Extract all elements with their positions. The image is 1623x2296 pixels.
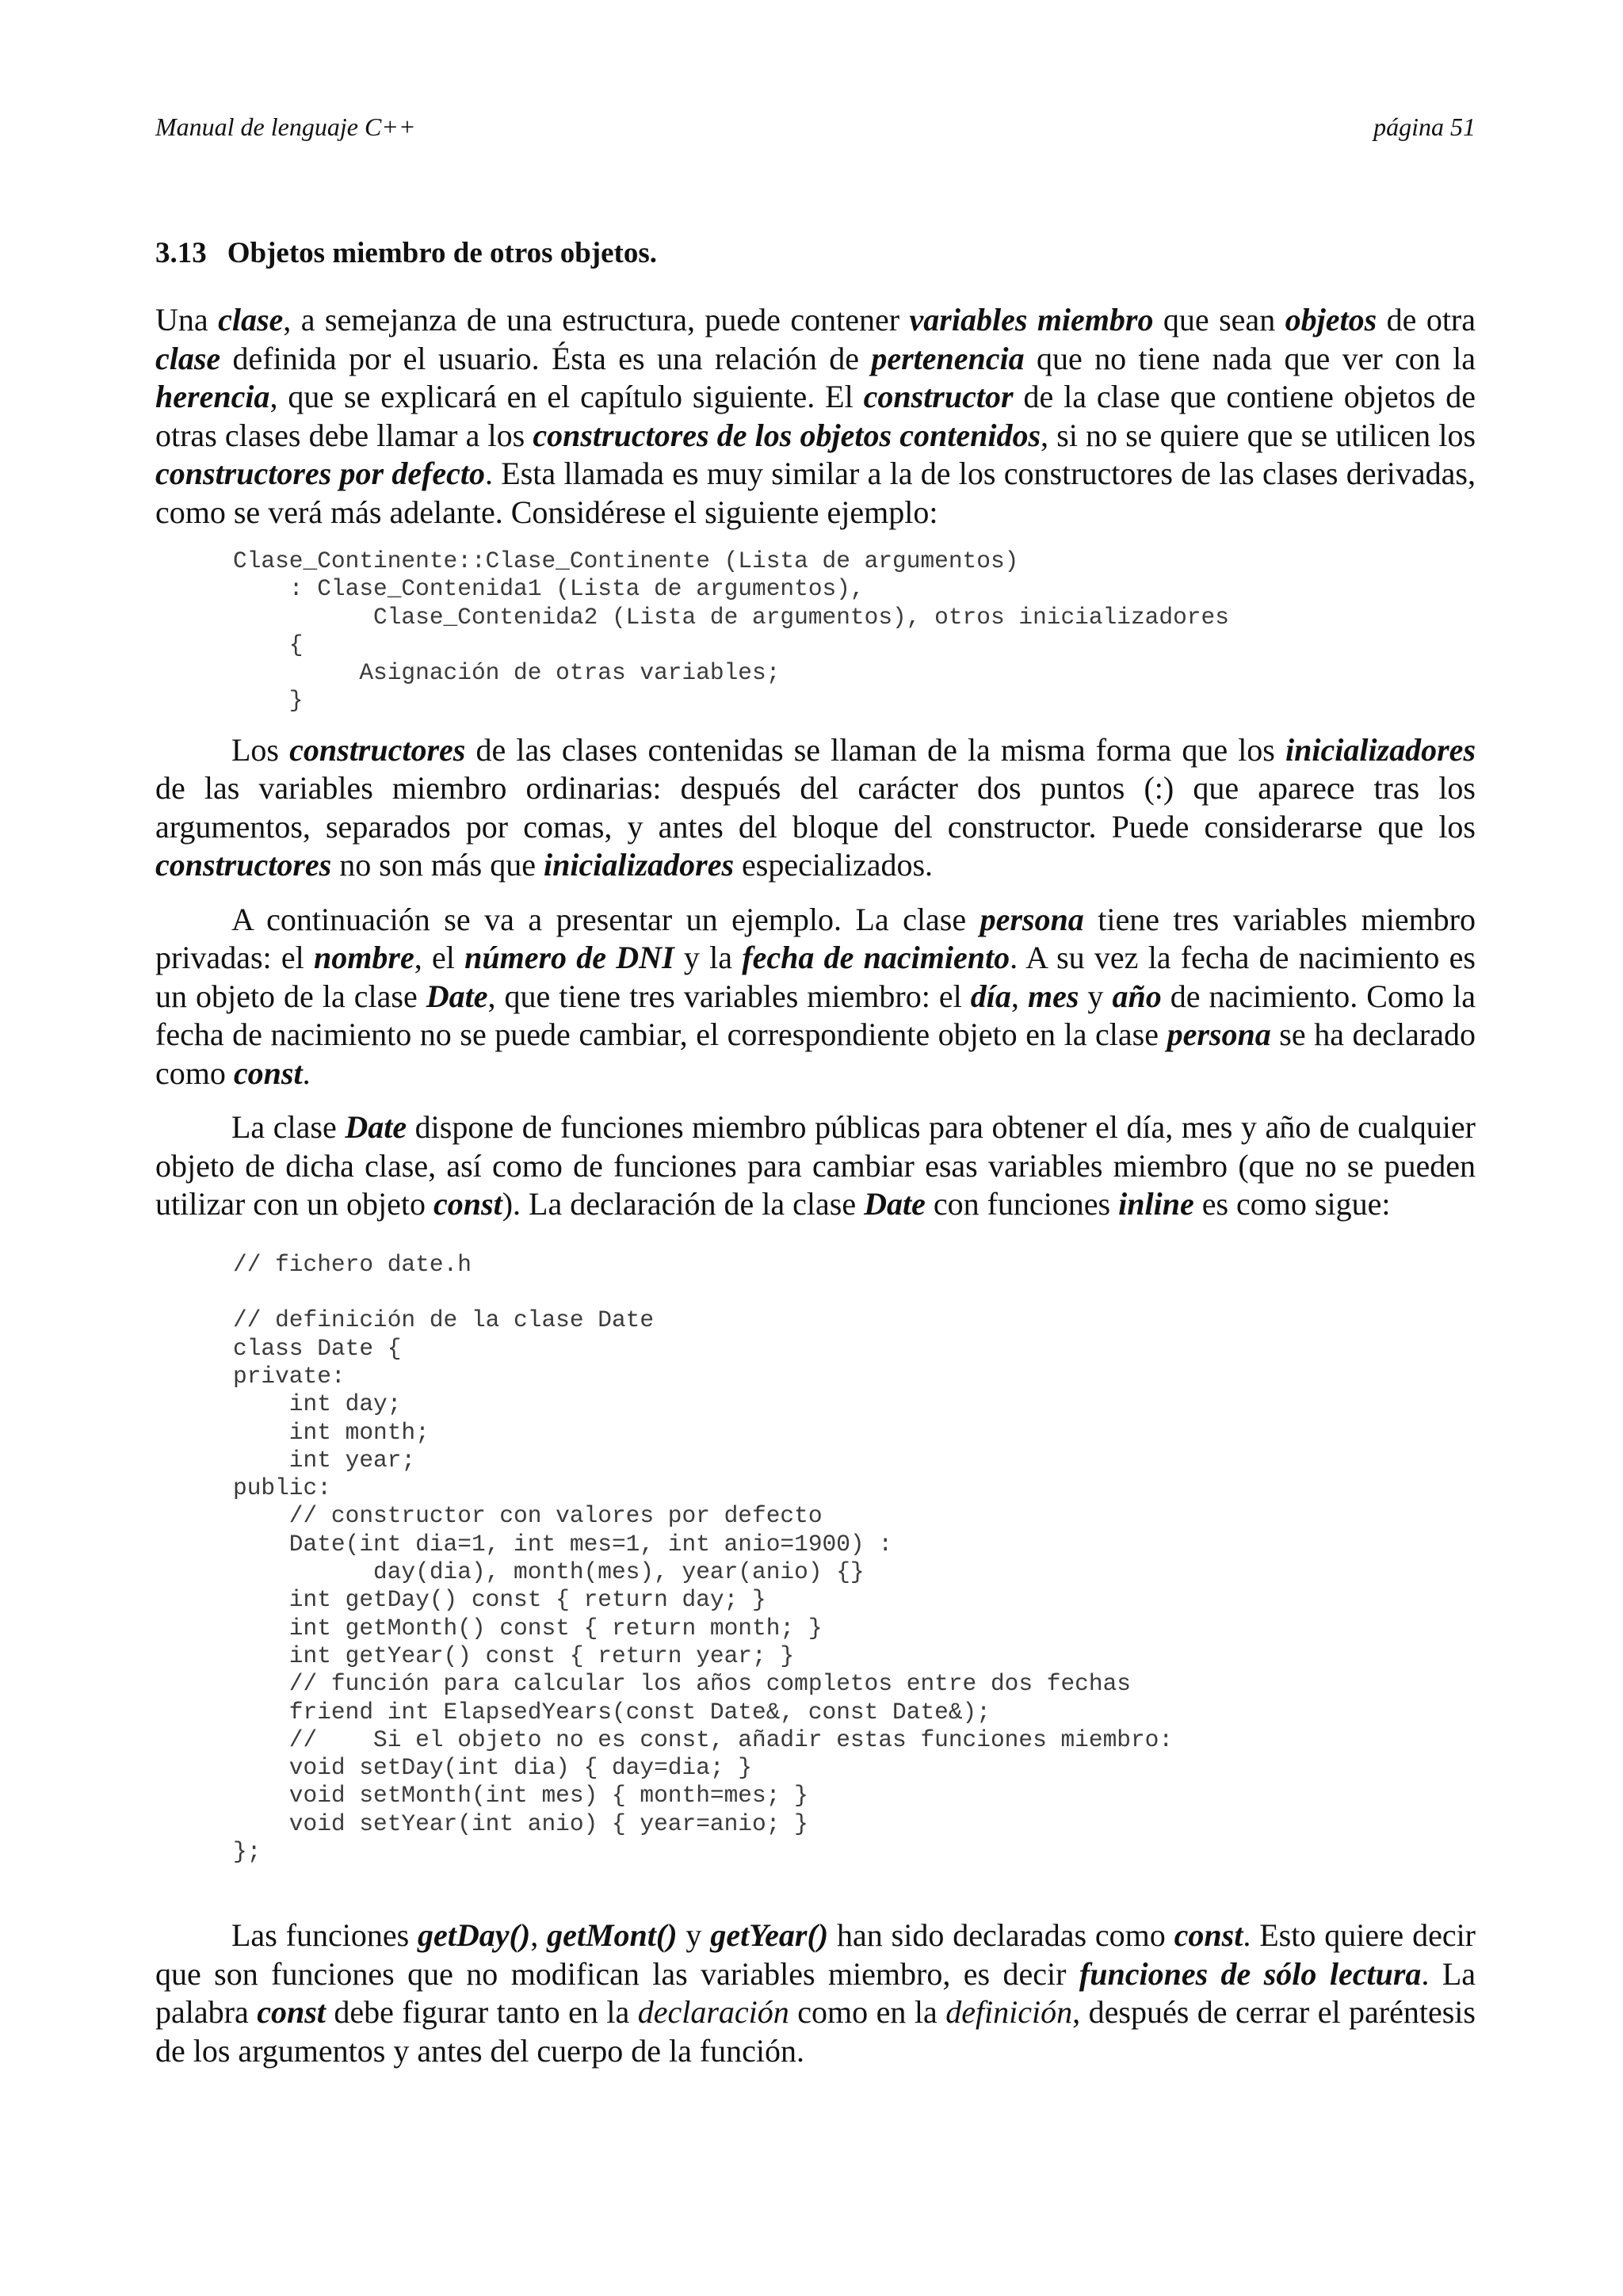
- emphasis: persona: [980, 901, 1084, 937]
- text: , después de cerrar el paréntesis de los argumentos y antes del cuerpo de la función.: [155, 1994, 1476, 2069]
- emphasis: funciones de sólo lectura: [1079, 1955, 1422, 1992]
- text: como en la: [789, 1994, 946, 2031]
- emphasis: const: [1174, 1917, 1243, 1954]
- text: , a semejanza de una estructura, puede contener: [283, 302, 910, 338]
- emphasis: inicializadores: [544, 847, 735, 883]
- emphasis: mes: [1027, 978, 1079, 1014]
- emphasis: const: [257, 1994, 326, 2031]
- text: , el: [414, 940, 465, 976]
- text: se ha declarado como: [155, 1016, 1476, 1091]
- text: . A su vez la fecha de nacimiento es un objeto de la clase: [155, 940, 1476, 1014]
- emphasis: inline: [1118, 1186, 1194, 1222]
- paragraph-2: [155, 731, 1476, 885]
- text: Las funciones: [231, 1917, 418, 1954]
- emphasis: nombre: [314, 940, 414, 976]
- emphasis: variables miembro: [909, 302, 1154, 338]
- emphasis: getMont(): [547, 1917, 678, 1954]
- text: que no tiene nada que ver con la: [1024, 340, 1476, 376]
- text: de las clases contenidas se llaman de la misma forma que los: [465, 731, 1285, 768]
- text: es como sigue:: [1193, 1186, 1391, 1222]
- text: Una: [155, 302, 219, 338]
- italic-text: declaración: [637, 1994, 789, 2031]
- text: que sean: [1153, 302, 1285, 338]
- text: . Esto quiere decir que son funciones que no modifican las variables miembro, es decir: [155, 1917, 1476, 1992]
- emphasis: getDay(): [418, 1917, 531, 1954]
- emphasis: Date: [345, 1109, 407, 1146]
- emphasis: número de DNI: [464, 940, 674, 976]
- paragraph-1: [155, 301, 1476, 532]
- text: han sido declaradas como: [828, 1917, 1174, 1954]
- emphasis: clase: [155, 340, 221, 376]
- document-page: [155, 0, 1476, 2296]
- text: de otra: [1377, 302, 1476, 338]
- section-heading: [155, 235, 657, 273]
- emphasis: clase: [218, 302, 284, 338]
- text: y: [677, 1917, 711, 1954]
- emphasis: constructores de los objetos contenidos: [533, 417, 1041, 453]
- emphasis: constructores por defecto: [155, 456, 486, 491]
- text: y la: [674, 940, 743, 976]
- emphasis: constructores: [289, 731, 466, 768]
- text: de la clase que contiene objetos de otras clases debe llamar a los: [155, 379, 1476, 453]
- text: ). La declaración de la clase: [502, 1186, 865, 1222]
- text: no son más que: [331, 847, 544, 883]
- text: . La palabra: [155, 1955, 1476, 2031]
- emphasis: pertenencia: [871, 340, 1025, 376]
- emphasis: inicializadores: [1285, 731, 1476, 768]
- emphasis: Date: [426, 978, 488, 1014]
- text: con funciones: [925, 1186, 1119, 1222]
- emphasis: objetos: [1285, 302, 1377, 338]
- text: , que tiene tres variables miembro: el: [487, 978, 971, 1014]
- text: ,: [1010, 978, 1028, 1014]
- text: debe figurar tanto en la: [325, 1994, 638, 2031]
- header-book-title: Manual de lenguaje C++: [155, 113, 416, 141]
- text: , si no se quiere que se utilicen los: [1041, 417, 1476, 453]
- emphasis: getYear(): [710, 1917, 829, 1954]
- text: , que se explicará en el capítulo siguiente. El: [269, 379, 864, 414]
- emphasis: constructores: [155, 847, 332, 883]
- emphasis: fecha de nacimiento: [742, 940, 1010, 976]
- text: . Esta llamada es muy similar a la de los constructores de las clases derivadas, como se verá más adelante. Considérese el siguiente ejemplo:: [155, 456, 1476, 530]
- emphasis: día: [970, 978, 1011, 1014]
- text: y: [1079, 978, 1113, 1014]
- emphasis: const: [433, 1186, 502, 1222]
- text: .: [302, 1055, 311, 1091]
- text: La clase: [231, 1109, 346, 1146]
- text: especializados.: [734, 847, 934, 883]
- code-block-date-class: // fichero date.h // definición de la clase Date class Date { private: int day; int month; int year; public: // constructor con valores por defecto Date(int dia=1, int mes=1, int anio=1900) : day(dia), month(mes), year(anio) {} int getDay() const { return day; } int getMonth() const { return month; } int getYear() const { return year; } // función para calcular los años completos entre dos fechas friend int ElapsedYears(const Date&, const Date&); // Si el objeto no es const, añadir estas funciones miembro: void setDay(int dia) { day=dia; } void setMonth(int mes) { month=mes; } void setYear(int anio) { year=anio; } };: [233, 1250, 1174, 1866]
- emphasis: constructor: [863, 379, 1014, 414]
- paragraph-5: [155, 1917, 1476, 2070]
- emphasis: Date: [864, 1186, 926, 1222]
- text: dispone de funciones miembro públicas para obtener el día, mes y año de cualquier objeto de dicha clase, así como de funciones para cambiar esas variables miembro (que no se pueden utilizar con un objeto: [155, 1109, 1476, 1222]
- header-page-number: página 51: [1373, 113, 1476, 141]
- section-title: Objetos miembro de otros objetos.: [227, 237, 658, 269]
- emphasis: persona: [1167, 1016, 1271, 1053]
- italic-text: definición: [945, 1994, 1073, 2031]
- emphasis: herencia: [155, 379, 270, 414]
- text: Los: [231, 731, 290, 768]
- text: definida por el usuario. Ésta es una relación de: [220, 340, 872, 376]
- document-body: [155, 301, 1476, 2086]
- emphasis: año: [1112, 978, 1162, 1014]
- paragraph-3: [155, 901, 1476, 1093]
- paragraph-4: [155, 1108, 1476, 1224]
- code-block-constructor: Clase_Continente::Clase_Continente (Lista de argumentos) : Clase_Contenida1 (Lista de argumentos), Clase_Contenida2 (Lista de argumentos), otros inicializadores { Asignación de otras variables; }: [233, 547, 1229, 715]
- text: tiene tres variables miembro privadas: el: [155, 901, 1476, 976]
- text: de nacimiento. Como la fecha de nacimiento no se puede cambiar, el correspondiente objeto en la clase: [155, 978, 1476, 1053]
- text: ,: [530, 1917, 548, 1954]
- text: A continuación se va a presentar un ejemplo. La clase: [231, 901, 980, 937]
- emphasis: const: [233, 1055, 303, 1091]
- section-number: 3.13: [155, 237, 207, 269]
- text: de las variables miembro ordinarias: después del carácter dos puntos (:) que aparece tras los argumentos, separados por comas, y antes del bloque del constructor. Puede considerarse que los: [155, 770, 1476, 845]
